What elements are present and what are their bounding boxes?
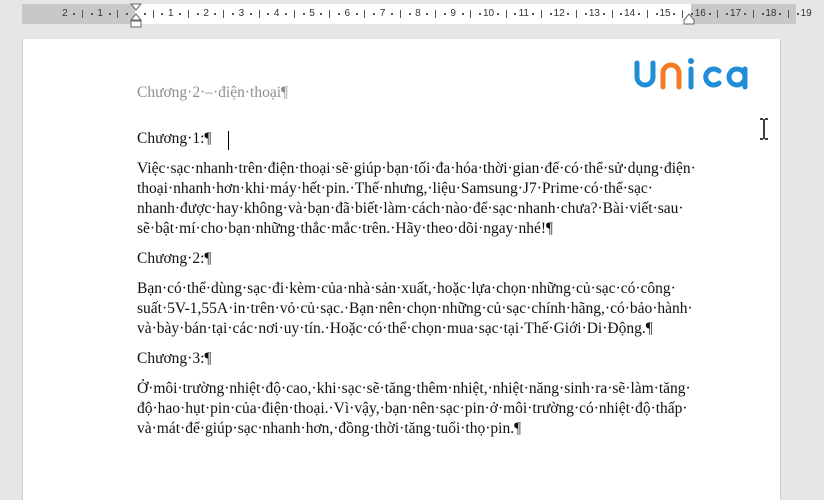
ruler-minor-dot [267,13,269,15]
ruler-tick-label: 16 [694,8,706,19]
right-indent-marker[interactable] [683,4,695,28]
ruler-minor-dot [709,13,711,15]
ruler-half-mark [364,10,365,18]
ruler-tick-label: 2 [62,8,68,19]
text-line[interactable]: độ·hao·hụt·pin·của·điện·thoại.·Vì·vậy,·bạn·nên·sạc·pin·ở·môi·trường·có·nhiệt·độ·thấp· [137,400,688,417]
ruler-tick-label: 2 [203,8,209,19]
ruler-tick-label: 9 [450,8,456,19]
ruler-tick-label: 19 [800,8,812,19]
ruler-minor-dot [550,13,552,15]
ruler-minor-dot [462,13,464,15]
ruler-half-mark [82,10,83,18]
ruler-minor-dot [126,13,128,15]
ruler-half-mark [506,10,507,18]
ruler-minor-dot [762,13,764,15]
ruler-minor-dot [214,13,216,15]
ruler-tick-label: 18 [765,8,777,19]
ruler-minor-dot [303,13,305,15]
ruler-tick-label: 3 [238,8,245,19]
ruler-minor-dot [109,13,111,15]
ruler-tick-label: 17 [730,8,742,19]
ruler-minor-dot [779,13,781,15]
ruler-minor-dot [91,13,93,15]
ruler-minor-dot [179,13,181,15]
ruler-tick-label: 10 [482,8,495,19]
ruler-minor-dot [161,13,163,15]
paragraph-3[interactable] [137,379,697,439]
ruler-minor-dot [338,13,340,15]
heading-chuong-1[interactable] [137,129,697,149]
text-line[interactable]: Chương·1:¶ [137,130,212,147]
ruler-half-mark [788,10,789,18]
paragraph-1[interactable] [137,159,697,239]
ruler-half-mark [294,10,295,18]
document-page[interactable] [22,39,781,500]
ruler-minor-dot [197,13,199,15]
text-line[interactable]: suất·5V-1,55A·in·trên·vỏ·củ·sạc.·Bạn·nên·chọn·những·củ·sạc·chính·hãng,·có·bảo·hành· [137,300,693,317]
ruler-half-mark [612,10,613,18]
ruler-half-mark [541,10,542,18]
ruler-half-mark [470,10,471,18]
ruler-half-mark [117,10,118,18]
text-caret [228,131,229,150]
ruler-tick-label: 11 [518,8,529,19]
text-line[interactable]: Ở·môi·trường·nhiệt·độ·cao,·khi·sạc·sẽ·tăng·thêm·nhiệt,·nhiệt·năng·sinh·ra·sẽ·làm·tăng· [137,380,691,397]
ruler-tick-label: 7 [379,8,386,19]
ruler-minor-dot [567,13,569,15]
ruler-tick-label: 6 [344,8,351,19]
ruler-minor-dot [285,13,287,15]
text-line[interactable]: Bạn·có·thể·dùng·sạc·đi·kèm·của·nhà·sản·xuất,·hoặc·lựa·chọn·những·củ·sạc·có·công· [137,280,676,297]
ruler-minor-dot [797,13,799,15]
ruler-tick-label: 14 [624,8,636,19]
ruler-minor-dot [514,13,516,15]
ruler-tick-label: 13 [588,8,600,19]
ruler-minor-dot [620,13,622,15]
ruler-tick-label: 8 [415,8,421,19]
text-line[interactable]: thoại·nhanh·hơn·khi·máy·hết·pin.·Thế·nhưng,·liệu·Samsung·J7·Prime·có·thể·sạc· [137,180,653,197]
ruler-tick-label: 5 [309,8,315,19]
ruler-half-mark [223,10,224,18]
unica-logo [633,55,758,89]
text-line[interactable]: nhanh·được·hay·không·và·bạn·đã·biết·làm·cách·nào·để·sạc·nhanh·chưa?·Bài·viết·sau· [137,200,684,217]
ruler-tick-label: 4 [273,8,280,19]
ruler-minor-dot [444,13,446,15]
heading-chuong-2[interactable] [137,249,697,269]
text-line[interactable]: sẽ·bật·mí·cho·bạn·những·thắc·mắc·trên.·Hãy·theo·dõi·ngay·nhé!¶ [137,220,554,237]
ruler-minor-dot [638,13,640,15]
text-line[interactable]: Chương·2:¶ [137,250,212,267]
ruler-minor-dot [356,13,358,15]
ruler-minor-dot [585,13,587,15]
ruler-half-mark [153,10,154,18]
ruler-minor-dot [409,13,411,15]
ruler-minor-dot [250,13,252,15]
ruler-minor-dot [603,13,605,15]
text-line[interactable]: Chương·3:¶ [137,350,212,367]
ruler-minor-dot [426,13,428,15]
ruler-minor-dot [320,13,322,15]
ruler-half-mark [188,10,189,18]
paragraph-2[interactable] [137,279,697,339]
ruler-minor-dot [232,13,234,15]
ruler-minor-dot [532,13,534,15]
ruler-half-mark [259,10,260,18]
left-indent-marker[interactable] [130,4,142,28]
text-line[interactable]: và·mát·để·giúp·sạc·nhanh·hơn,·đồng·thời·tăng·tuổi·thọ·pin.¶ [137,420,522,437]
heading-chuong-3[interactable] [137,349,697,369]
ruler-minor-dot [479,13,481,15]
ruler-tick-label: 1 [168,8,174,19]
ruler-minor-dot [497,13,499,15]
text-line[interactable]: Việc·sạc·nhanh·trên·điện·thoại·sẽ·giúp·bạn·tối·đa·hóa·thời·gian·để·có·thể·sử·dụng·điện· [137,160,696,177]
ruler-half-mark [576,10,577,18]
horizontal-ruler[interactable] [0,0,812,32]
ruler-minor-dot [656,13,658,15]
ruler-minor-dot [144,13,146,15]
ruler-half-mark [435,10,436,18]
ruler-minor-dot [373,13,375,15]
ruler-minor-dot [391,13,393,15]
ruler-minor-dot [744,13,746,15]
ruler-minor-dot [73,13,75,15]
ruler-half-mark [647,10,648,18]
ruler-minor-dot [673,13,675,15]
ruler-half-mark [329,10,330,18]
text-line[interactable]: và·bày·bán·tại·các·nơi·uy·tín.·Hoặc·có·thể·chọn·mua·sạc·tại·Thế·Giới·Di·Động.¶ [137,320,653,337]
ruler-tick-label: 12 [553,8,565,19]
document-title[interactable]: Chương·2·–·điện·thoại¶ [137,84,289,101]
ruler-half-mark [717,10,718,18]
ruler-tick-label: 1 [97,8,103,19]
ibeam-cursor-icon [759,118,769,140]
ruler-half-mark [753,10,754,18]
ruler-minor-dot [726,13,728,15]
ruler-tick-label: 15 [659,8,671,19]
ruler-half-mark [400,10,401,18]
